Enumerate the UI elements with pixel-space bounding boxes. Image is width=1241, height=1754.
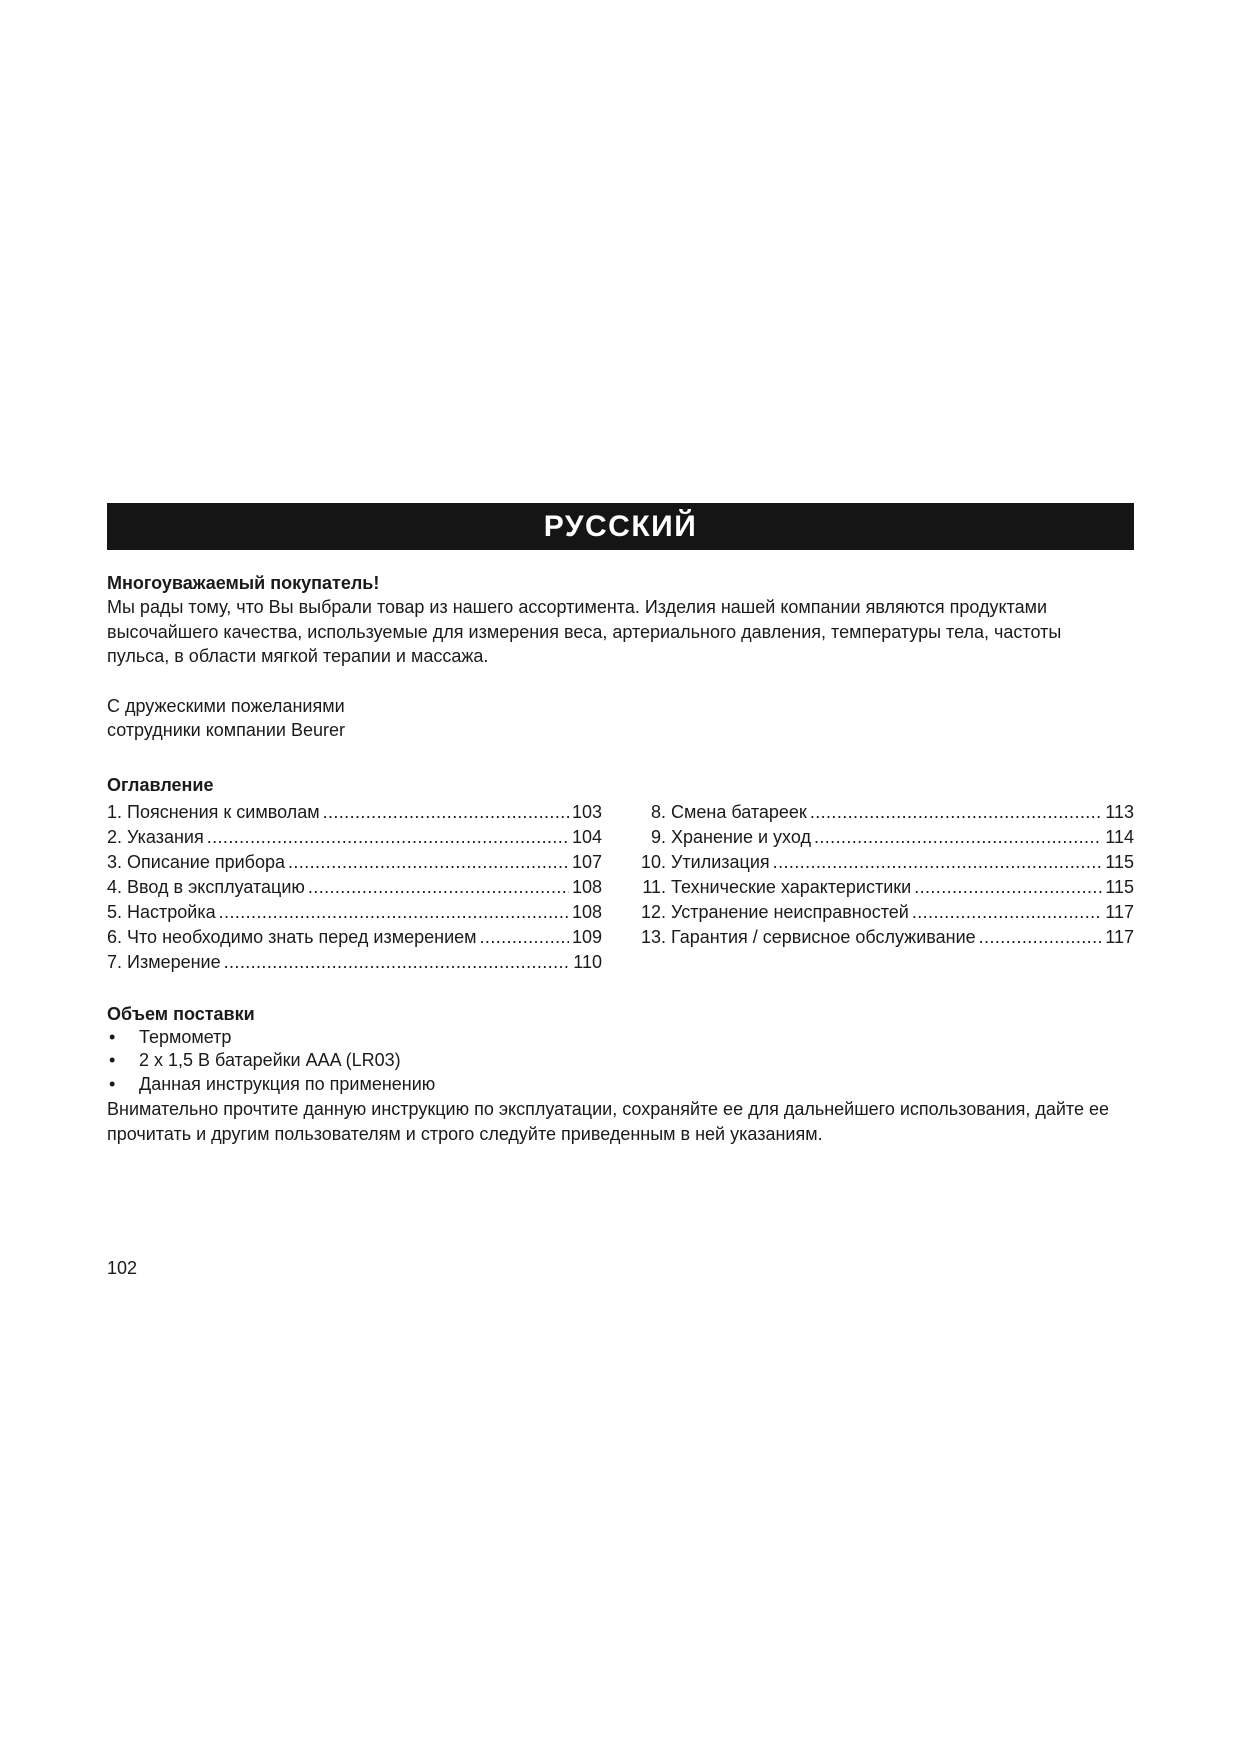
toc-entry-number: 9. [650, 826, 666, 847]
toc-entry-label: Ввод в эксплуатацию [127, 876, 305, 897]
toc-entry-page: 107 [571, 851, 602, 872]
bullet-icon: • [109, 1073, 116, 1094]
toc-entry-page: 103 [571, 801, 602, 822]
table-of-contents [107, 800, 1134, 975]
toc-entry[interactable] [107, 850, 602, 875]
toc-entry[interactable] [636, 850, 1134, 875]
toc-entry-number: 6. [107, 926, 123, 947]
list-item-text: 2 х 1,5 В батарейки AAA (LR03) [139, 1050, 401, 1070]
toc-entry-label: Что необходимо знать перед измерением [127, 926, 477, 947]
toc-entry[interactable] [107, 875, 602, 900]
list-item [107, 1026, 1134, 1050]
toc-leader-dots [219, 900, 569, 925]
toc-left-column [107, 800, 602, 975]
language-title: РУССКИЙ [543, 509, 698, 543]
toc-entry-label: Указания [127, 826, 204, 847]
toc-entry-page: 115 [1105, 876, 1134, 897]
toc-entry-number: 2. [107, 826, 123, 847]
toc-entry-label: Утилизация [671, 851, 770, 872]
toc-leader-dots [224, 950, 571, 975]
toc-entry-number: 3. [107, 851, 123, 872]
toc-entry-page: 117 [1105, 926, 1134, 947]
list-item-text: Термометр [139, 1026, 232, 1047]
toc-entry-number: 4. [107, 876, 123, 897]
bullet-icon: • [109, 1026, 116, 1047]
toc-leader-dots [912, 900, 1102, 925]
toc-entry[interactable] [636, 900, 1134, 925]
toc-entry-page: 110 [573, 951, 602, 972]
toc-entry-label: Технические характеристики [671, 876, 912, 897]
toc-entry-number: 10. [640, 851, 666, 872]
delivery-list [107, 1026, 1134, 1097]
toc-entry-label: Описание прибора [127, 851, 285, 872]
toc-entry-label: Устранение неисправностей [671, 901, 909, 922]
toc-entry-label: Хранение и уход [671, 826, 811, 847]
closing-block [107, 694, 1134, 743]
toc-entry-label: Смена батареек [671, 801, 807, 822]
toc-leader-dots [288, 850, 569, 875]
toc-leader-dots [979, 925, 1103, 950]
toc-entry[interactable] [107, 900, 602, 925]
toc-entry[interactable] [107, 950, 602, 975]
toc-heading: Оглавление [107, 774, 214, 795]
toc-entry-label: Гарантия / сервисное обслуживание [671, 926, 976, 947]
toc-entry-number: 13. [640, 926, 666, 947]
toc-leader-dots [773, 850, 1103, 875]
bullet-icon: • [109, 1050, 116, 1070]
toc-entry-page: 108 [571, 876, 602, 897]
list-item [107, 1073, 1134, 1097]
toc-leader-dots [810, 800, 1102, 825]
toc-entry-page: 108 [571, 901, 602, 922]
toc-entry[interactable] [107, 825, 602, 850]
list-item [107, 1049, 1134, 1073]
language-banner [107, 503, 1134, 550]
toc-entry[interactable] [107, 800, 602, 825]
toc-leader-dots [480, 925, 569, 950]
toc-leader-dots [814, 825, 1102, 850]
toc-entry-page: 115 [1105, 851, 1134, 872]
toc-entry[interactable] [636, 800, 1134, 825]
intro-paragraph: Мы рады тому, что Вы выбрали товар из нашего ассортимента. Изделия нашей компании являются продуктами высочайшего качества, используемые для измерения веса, артериального давления, температуры тела, частоты пульса, в области мягкой терапии и массажа. [107, 597, 1062, 666]
page-number: 102 [107, 1258, 138, 1278]
toc-entry[interactable] [636, 875, 1134, 900]
toc-entry-label: Пояснения к символам [127, 801, 320, 822]
closing-line: С дружескими пожеланиями [107, 695, 345, 716]
toc-entry[interactable] [636, 925, 1134, 950]
toc-leader-dots [308, 875, 569, 900]
toc-leader-dots [207, 825, 569, 850]
list-item-text: Данная инструкция по применению [139, 1073, 436, 1094]
toc-entry-page: 109 [571, 926, 602, 947]
page-content [107, 503, 1134, 1146]
toc-entry-number: 12. [640, 901, 666, 922]
instructions-notice: Внимательно прочтите данную инструкцию по эксплуатации, сохраняйте ее для дальнейшего использования, дайте ее прочитать и другим пользователям и строго следуйте приведенным в ней указаниям. [107, 1099, 1109, 1144]
delivery-heading: Объем поставки [107, 1003, 255, 1024]
toc-entry-label: Настройка [127, 901, 216, 922]
toc-entry-page: 104 [571, 826, 602, 847]
toc-entry-number: 5. [107, 901, 123, 922]
toc-leader-dots [323, 800, 569, 825]
toc-entry-page: 113 [1105, 801, 1134, 822]
closing-signature: сотрудники компании Beurer [107, 720, 345, 740]
toc-entry-page: 114 [1105, 826, 1134, 847]
toc-entry-number: 8. [650, 801, 666, 822]
toc-entry-number: 7. [107, 951, 123, 972]
toc-entry[interactable] [107, 925, 602, 950]
toc-entry-page: 117 [1105, 901, 1134, 922]
toc-entry-label: Измерение [127, 951, 221, 972]
toc-entry[interactable] [636, 825, 1134, 850]
toc-right-column [636, 800, 1134, 975]
greeting-heading: Многоуважаемый покупатель! [107, 573, 380, 593]
toc-leader-dots [914, 875, 1102, 900]
toc-entry-number: 11. [642, 876, 666, 897]
toc-entry-number: 1. [107, 801, 123, 822]
